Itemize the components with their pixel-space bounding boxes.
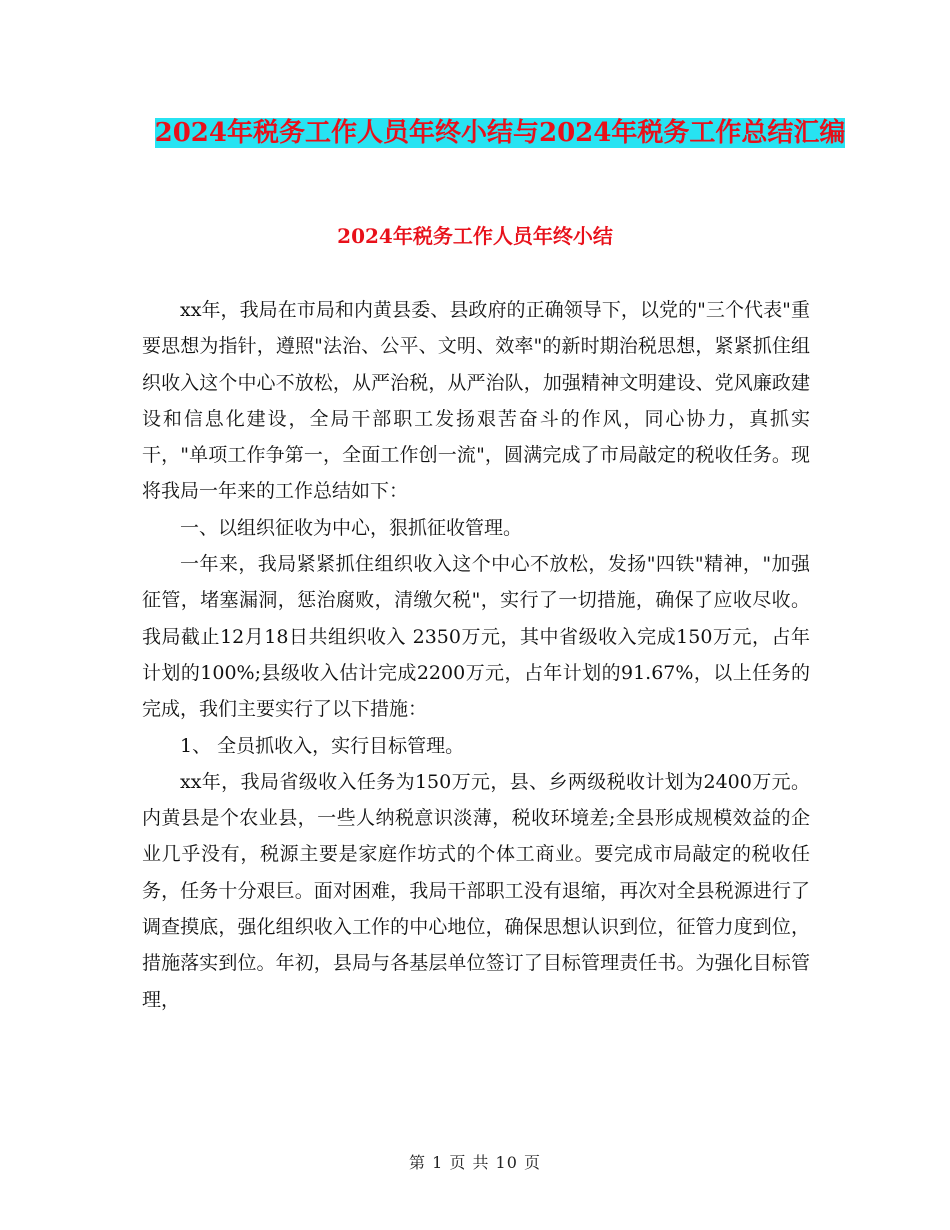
paragraph-collection: 一年来，我局紧紧抓住组织收入这个中心不放松，发扬"四铁"精神，"加强征管，堵塞漏洞，惩治腐败，清缴欠税"，实行了一切措施，确保了应收尽收。我局截止12月18日共组织收入 2350万元，其中省级收入完成150万元，占年计划的100%;县级收入估计完成2200万元，占年计划的91.67%，以上任务的完成，我们主要实行了以下措施： — [142, 553, 810, 721]
paragraph-heading-1: 一、以组织征收为中心，狠抓征收管理。 — [180, 516, 523, 539]
document-title — [140, 110, 860, 156]
section-title: 2024年税务工作人员年终小结 — [337, 224, 613, 248]
page-footer: 第 1 页 共 10 页 — [409, 1153, 541, 1172]
paragraph-heading-1-1: 1、 全员抓收入，实行目标管理。 — [180, 734, 465, 757]
paragraph-intro: xx年，我局在市局和内黄县委、县政府的正确领导下，以党的"三个代表"重要思想为指针，遵照"法治、公平、文明、效率"的新时期治税思想，紧紧抓住组织收入这个中心不放松，从严治税，从严治队，加强精神文明建设、党风廉政建设和信息化建设，全局干部职工发扬艰苦奋斗的作风，同心协力，真抓实干，"单项工作争第一，全面工作创一流"，圆满完成了市局敲定的税收任务。现将我局一年来的工作总结如下： — [142, 299, 810, 503]
paragraph-target-management: xx年，我局省级收入任务为150万元，县、乡两级税收计划为2400万元。内黄县是个农业县，一些人纳税意识淡薄，税收环境差;全县形成规模效益的企业几乎没有，税源主要是家庭作坊式的个体工商业。要完成市局敲定的税收任务，任务十分艰巨。面对困难，我局干部职工没有退缩，再次对全县税源进行了调查摸底，强化组织收入工作的中心地位，确保思想认识到位，征管力度到位，措施落实到位。年初，县局与各基层单位签订了目标管理责任书。为强化目标管理， — [142, 770, 810, 1011]
document-body — [142, 292, 810, 1018]
document-title-text: 2024年税务工作人员年终小结与2024年税务工作总结汇编 — [154, 118, 846, 148]
